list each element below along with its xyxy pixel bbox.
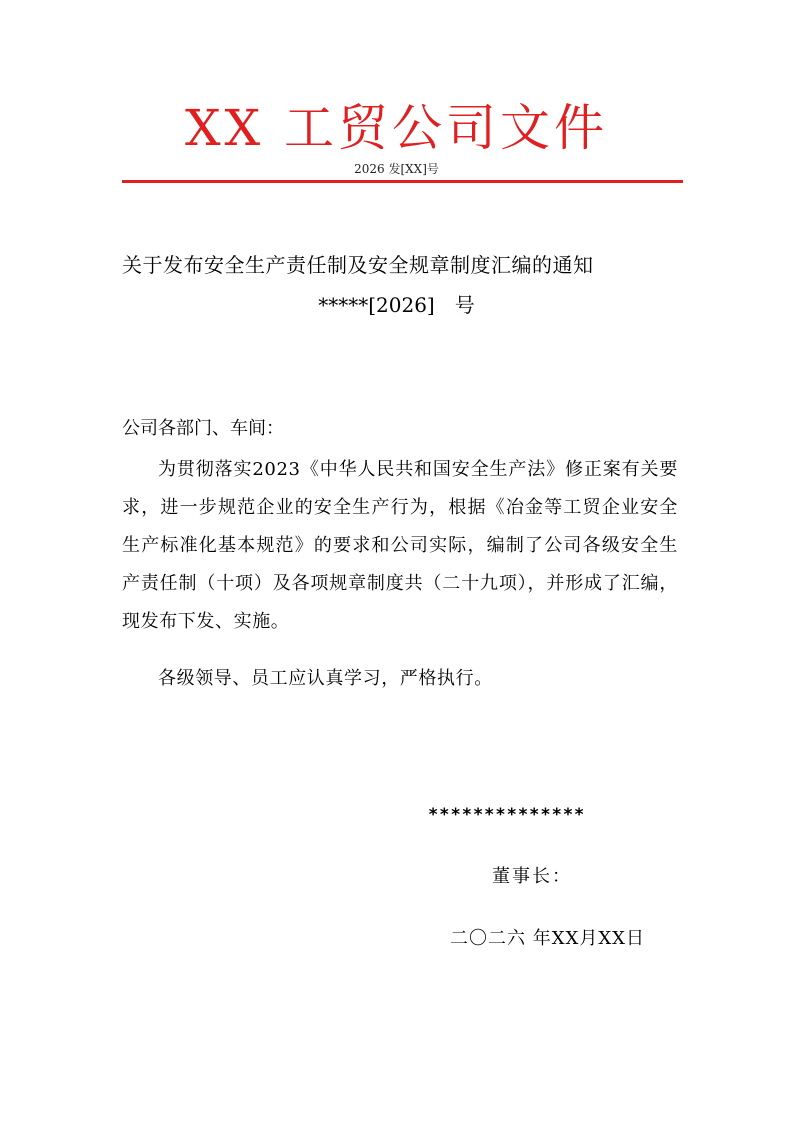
chairman-label: 董事长： [492, 866, 572, 887]
notice-number: *****[2026] 号 [318, 293, 475, 317]
addressee: 公司各部门、车间： [122, 418, 284, 439]
notice-title: 关于发布安全生产责任制及安全规章制度汇编的通知 [122, 253, 594, 277]
body-paragraph: 为贯彻落实2023《中华人民共和国安全生产法》修正案有关要求，进一步规范企业的安全生产行为，根据《冶金等工贸企业安全生产标准化基本规范》的要求和公司实际，编制了公司各级安全生产责任制（十项）及各项规章制度共（二十九项），并形成了汇编，现发布下发、实施。 [122, 459, 678, 632]
signature-date: 二〇二六 年XX月XX日 [450, 928, 645, 949]
signature-organization: ************** [428, 805, 586, 825]
red-header-rule [122, 180, 683, 183]
body-paragraph: 各级领导、员工应认真学习，严格执行。 [158, 668, 493, 689]
document-number: 2026 发[XX]号 [354, 162, 439, 176]
document-header-title: XX 工贸公司文件 [184, 99, 609, 157]
